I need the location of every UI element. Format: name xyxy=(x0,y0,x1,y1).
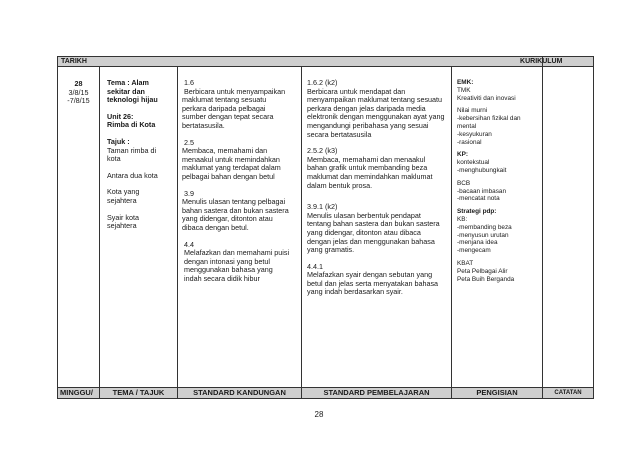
pembelajaran-code: 1.6.2 (k2) xyxy=(307,78,338,87)
strategi-item: -menyusun urutan xyxy=(457,231,509,239)
kbat-item: Peta Pelbagai Alir xyxy=(457,267,508,275)
strategi-item: -membanding beza xyxy=(457,223,512,231)
pembelajaran-block xyxy=(307,203,447,255)
tajuk-item: sejahtera xyxy=(107,221,137,231)
emk-label: EMK: xyxy=(457,79,474,86)
kandungan-line: pelbagai bahan dengan betul xyxy=(182,171,275,181)
emk-item: Kreativiti dan inovasi xyxy=(457,94,516,102)
tajuk-item: Kota yang xyxy=(107,187,140,197)
kandungan-block xyxy=(182,139,297,182)
tajuk-item: Syair kota xyxy=(107,212,139,222)
bcb-item: BCB xyxy=(457,179,471,187)
kandungan-code: 4.4 xyxy=(184,239,194,249)
kbat-item: Peta Buih Berganda xyxy=(457,275,515,283)
pembelajaran-line: mengandungi peribahasa yang sesuai xyxy=(307,120,429,130)
bcb-item: -mencatat nota xyxy=(457,195,500,203)
kandungan-cell xyxy=(178,67,302,388)
nilai-item: -rasional xyxy=(457,138,482,146)
pembelajaran-cell xyxy=(302,67,452,388)
pengisian-cell xyxy=(452,67,543,388)
week-cell xyxy=(58,67,100,388)
tajuk-item: kota xyxy=(107,154,121,164)
week-number: 28 xyxy=(74,79,83,88)
kandungan-line: maklumat tentang sesuatu xyxy=(182,95,267,105)
tema-cell xyxy=(100,67,178,388)
nilai-item: mental xyxy=(457,122,477,130)
kandungan-line: Melafazkan dan memahami puisi xyxy=(184,248,290,258)
pembelajaran-line: yang indah berdasarkan syair. xyxy=(307,287,403,297)
bcb-item: -bacaan imbasan xyxy=(457,187,507,195)
kandungan-line: dengan intonasi yang betul xyxy=(184,256,270,266)
strategi-item: KB: xyxy=(457,215,468,223)
kandungan-line: maklumat yang terdapat dalam xyxy=(182,163,281,173)
tajuk-item: sejahtera xyxy=(107,195,137,205)
pembelajaran-block xyxy=(307,79,447,139)
week-date-to: -7/8/15 xyxy=(67,96,90,106)
pembelajaran-line: elektronik dengan menggunakan ayat yang xyxy=(307,112,445,122)
nilai-item: Nilai murni xyxy=(457,107,488,115)
header-kurikulum: KURIKULUM xyxy=(520,58,563,65)
catatan-cell xyxy=(543,67,594,388)
footer-catatan: CATATAN xyxy=(543,388,594,399)
kandungan-line: menggunakan bahasa yang xyxy=(184,265,273,275)
kandungan-code: 1.6 xyxy=(184,78,194,87)
pembelajaran-code: 4.4.1 xyxy=(307,261,323,271)
tema-title-3: teknologi hijau xyxy=(107,95,158,105)
nilai-item: -kebersihan fizikal dan xyxy=(457,115,521,123)
kandungan-code: 3.9 xyxy=(184,188,194,198)
unit-title-2: Rimba di Kota xyxy=(107,120,156,130)
kp-item: kontekstual xyxy=(457,159,490,167)
header-kurikulum-cell xyxy=(520,57,594,67)
kandungan-line: bertatasusila. xyxy=(182,120,225,130)
tajuk-item: Taman rimba di xyxy=(107,145,157,155)
pembelajaran-line: secara bertatasusila xyxy=(307,129,372,139)
lesson-plan-table xyxy=(57,56,594,399)
kandungan-line: Berbicara untuk menyampaikan xyxy=(184,86,286,96)
strategi-item: -menjana idea xyxy=(457,239,498,247)
footer-standard-pembelajaran: STANDARD PEMBELAJARAN xyxy=(302,388,452,399)
kandungan-line: dibaca dengan betul. xyxy=(182,222,249,232)
kandungan-block xyxy=(182,241,297,284)
footer-tema-tajuk: TEMA / TAJUK xyxy=(100,388,178,399)
pembelajaran-line: yang gramatis. xyxy=(307,245,355,255)
content-row xyxy=(58,67,594,388)
tajuk-item: Antara dua kota xyxy=(107,170,158,180)
kandungan-line: bahan sastera dan bukan sastera xyxy=(182,205,289,215)
header-row xyxy=(58,57,594,67)
kandungan-line: indah secara didik hibur xyxy=(184,273,260,283)
kandungan-block xyxy=(182,79,297,131)
pembelajaran-line: betul dan jelas serta menyatakan bahasa xyxy=(307,278,439,288)
pembelajaran-code: 2.5.2 (k3) xyxy=(307,146,338,156)
kandungan-line: perkara daripada pelbagai xyxy=(182,103,266,113)
pembelajaran-block xyxy=(307,147,447,190)
kp-item: -menghubungkait xyxy=(457,166,507,174)
kandungan-line: Menulis ulasan tentang pelbagai xyxy=(182,197,286,207)
kandungan-line: yang didengar, ditonton atau xyxy=(182,214,273,224)
pembelajaran-line: Berbicara untuk mendapat dan xyxy=(307,86,406,96)
page-number: 28 xyxy=(314,410,324,419)
footer-row xyxy=(58,388,594,399)
pembelajaran-line: dalam bentuk prosa. xyxy=(307,180,373,190)
pembelajaran-line: maklumat dan memindahkan maklumat xyxy=(307,171,433,181)
pembelajaran-line: menyampaikan maklumat tentang sesuatu xyxy=(307,95,443,105)
tema-title-2: sekitar dan xyxy=(107,86,145,96)
tajuk-label: Tajuk : xyxy=(107,136,130,146)
strategi-item: -mengecam xyxy=(457,247,491,255)
tema-title-1: Tema : Alam xyxy=(107,78,149,87)
pembelajaran-line: tentang bahan sastera dan bukan sastera xyxy=(307,219,440,229)
pembelajaran-block xyxy=(307,263,447,297)
pembelajaran-code: 3.9.1 (k2) xyxy=(307,202,338,212)
header-tarikh: TARIKH xyxy=(61,58,87,65)
pembelajaran-line: bahan grafik untuk membanding beza xyxy=(307,163,428,173)
kandungan-block xyxy=(182,190,297,233)
pembelajaran-line: yang didengar, ditonton atau dibaca xyxy=(307,227,421,237)
kandungan-line: menaakul untuk memindahkan xyxy=(182,154,280,164)
kandungan-line: Membaca, memahami dan xyxy=(182,146,268,156)
kp-label: KP: xyxy=(457,151,469,159)
footer-pengisian: PENGISIAN xyxy=(452,388,543,399)
pembelajaran-line: perkara dengan jelas daripada media xyxy=(307,103,426,113)
kbat-item: KBAT xyxy=(457,259,474,267)
strategi-label: Strategi pdp: xyxy=(457,208,497,216)
footer-standard-kandungan: STANDARD KANDUNGAN xyxy=(178,388,302,399)
kandungan-code: 2.5 xyxy=(184,137,194,147)
kandungan-line: sumber dengan tepat secara xyxy=(182,112,274,122)
pembelajaran-line: Melafazkan syair dengan sebutan yang xyxy=(307,270,433,280)
pembelajaran-line: Membaca, memahami dan menaakul xyxy=(307,154,426,164)
header-tarikh-cell xyxy=(58,57,543,67)
pembelajaran-line: dengan jelas dan menggunakan bahasa xyxy=(307,236,435,246)
week-date-from: 3/8/15 xyxy=(68,87,89,97)
pembelajaran-line: Menulis ulasan berbentuk pendapat xyxy=(307,210,421,220)
emk-item: TMK xyxy=(457,86,471,94)
unit-title-1: Unit 26: xyxy=(107,111,134,121)
footer-minggu: MINGGU/ xyxy=(58,388,100,399)
nilai-item: -kesyukuran xyxy=(457,130,492,138)
